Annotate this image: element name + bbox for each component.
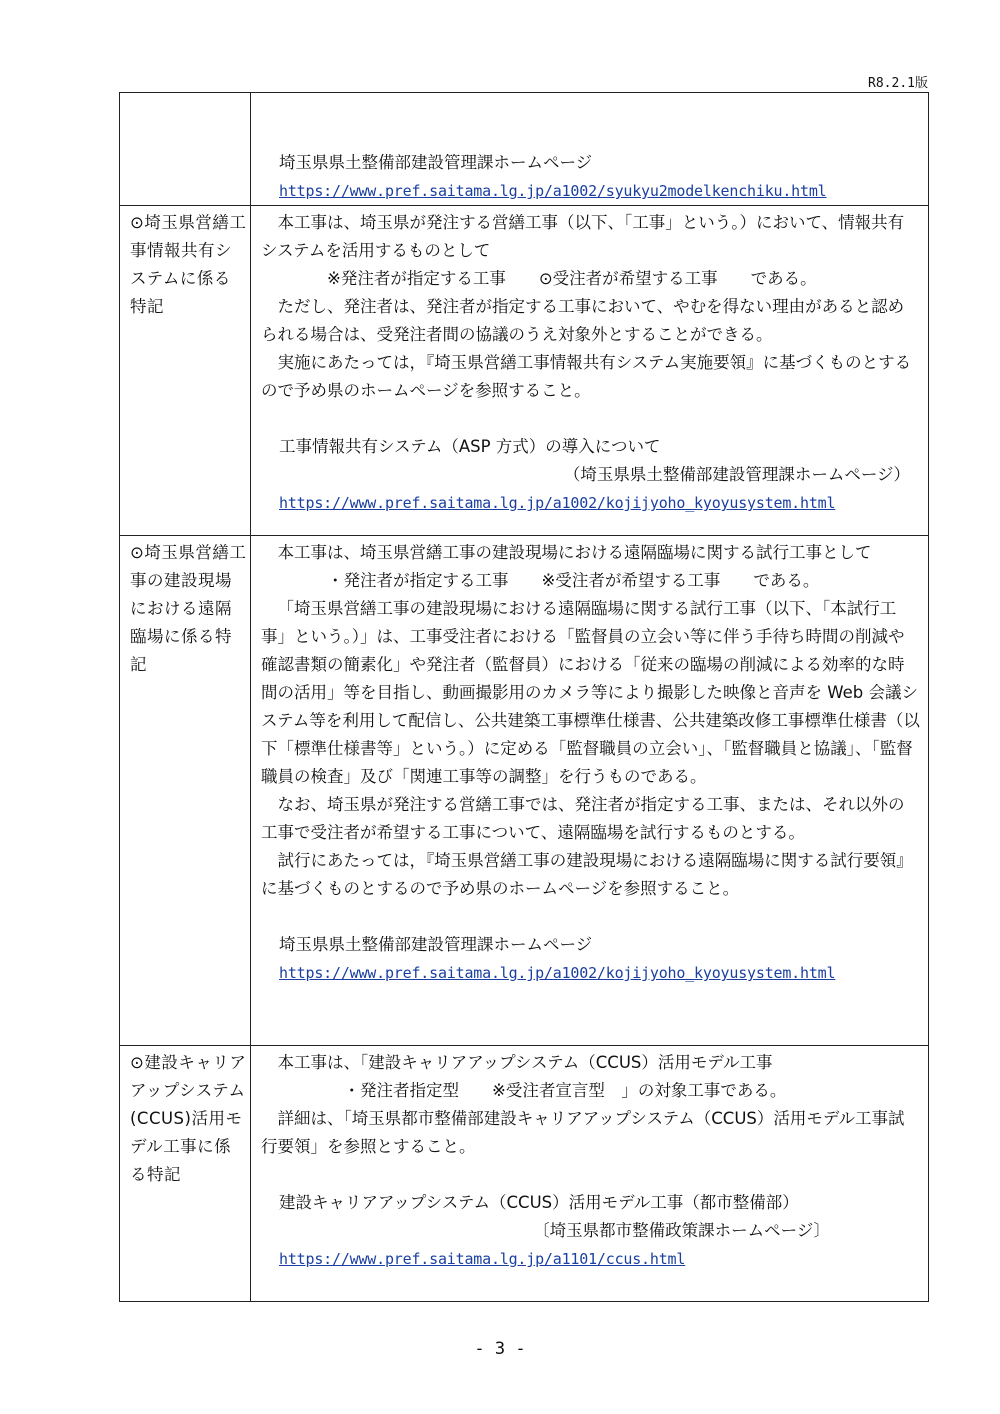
row-body [251,93,929,206]
paragraph: 本工事は、埼玉県が発注する営繕工事（以下、「工事」という。）において、情報共有システムを活用するものとして [261,213,905,260]
paragraph: ただし、発注者は、発注者が指定する工事において、やむを得ない理由があると認められる場合は、受発注者間の協議のうえ対象外とすることができる。 [261,297,905,344]
paragraph: 実施にあたっては，『埼玉県営繕工事情報共有システム実施要領』に基づくものとするので予め県のホームページを参照すること。 [261,353,912,400]
page-number: - 3 - [474,1339,526,1359]
row-body [251,1046,929,1302]
link-title: 工事情報共有システム（ASP 方式）の導入について [279,437,661,456]
link-title: 建設キャリアアップシステム（CCUS）活用モデル工事（都市整備部） [279,1193,799,1212]
choice-line: ※発注者が指定する工事 ⊙受注者が希望する工事 である。 [327,269,817,288]
paragraph: 「埼玉県営繕工事の建設現場における遠隔臨場に関する試行工事（以下、「本試行工事」という。）」は、工事受注者における「監督員の立会い等に伴う手待ち時間の削減や確認書類の簡素化」や発注者（監督員）における「従来の臨場の削減による効率的な時間の活用」等を目指し、動画撮影用のカメラ等により撮影した映像と音声を Web 会議システム等を利用して配信し、公共建築工事標準仕様書、公共建築改修工事標準仕様書（以下「標準仕様書等」という。）に定める「監督職員の立会い」、「監督職員と協議」、「監督職員の検査」及び「関連工事等の調整」を行うものである。 [261,599,920,786]
homepage-link[interactable]: https://www.pref.saitama.lg.jp/a1002/syukyu2modelkenchiku.html [279,182,827,200]
paragraph: 試行にあたっては，『埼玉県営繕工事の建設現場における遠隔臨場に関する試行要領』に基づくものとするので予め県のホームページを参照すること。 [261,851,913,898]
link-source: （埼玉県県土整備部建設管理課ホームページ） [563,465,910,484]
spec-table [119,92,929,1302]
choice-line: ・発注者指定型 ※受注者宣言型 」の対象工事である。 [343,1081,787,1100]
row-body [251,206,929,536]
row-label: ⊙建設キャリアアップシステム(CCUS)活用モデル工事に係る特記 [120,1046,251,1302]
row-body [251,536,929,1046]
row-label [120,93,251,206]
choice-line: ・発注者が指定する工事 ※受注者が希望する工事 である。 [327,571,820,590]
paragraph: なお、埼玉県が発注する営繕工事では、発注者が指定する工事、または、それ以外の工事で受注者が希望する工事について、遠隔臨場を試行するものとする。 [261,795,905,842]
remote-inspection-link[interactable]: https://www.pref.saitama.lg.jp/a1002/kojijyoho_kyoyusystem.html [279,964,836,982]
table-row [120,93,929,206]
table-row [120,536,929,1046]
link-source: 〔埼玉県都市整備政策課ホームページ〕 [533,1221,830,1240]
table-row [120,1046,929,1302]
version-label: R8.2.1版 [868,76,928,91]
homepage-title: 埼玉県県土整備部建設管理課ホームページ [279,153,593,172]
link-title: 埼玉県県土整備部建設管理課ホームページ [279,935,593,954]
paragraph: 本工事は、埼玉県営繕工事の建設現場における遠隔臨場に関する試行工事として [277,543,872,562]
paragraph: 本工事は、「建設キャリアアップシステム（CCUS）活用モデル工事 [277,1053,773,1072]
paragraph: 詳細は、「埼玉県都市整備部建設キャリアアップシステム（CCUS）活用モデル工事試行要領」を参照とすること。 [261,1109,905,1156]
ccus-link[interactable]: https://www.pref.saitama.lg.jp/a1101/ccus.html [279,1250,686,1268]
row-label: ⊙埼玉県営繕工事情報共有システムに係る特記 [120,206,251,536]
row-label: ⊙埼玉県営繕工事の建設現場における遠隔臨場に係る特記 [120,536,251,1046]
table-row [120,206,929,536]
asp-system-link[interactable]: https://www.pref.saitama.lg.jp/a1002/kojijyoho_kyoyusystem.html [279,494,836,512]
